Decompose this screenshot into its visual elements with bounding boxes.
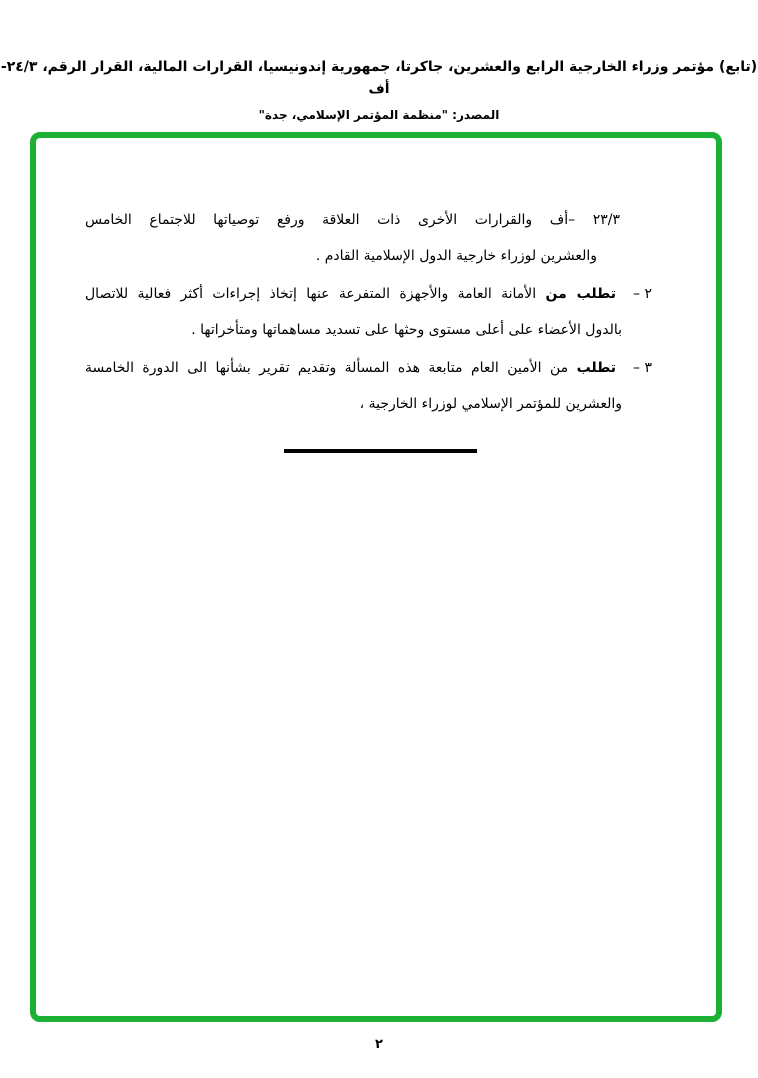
page-header — [0, 56, 758, 124]
item1-line1: ٢٣/٣ –أف والقرارات الأخرى ذات العلاقة ورفع توصياتها للاجتماع الخامس — [85, 212, 620, 228]
divider-rule — [284, 449, 477, 453]
item2-lead-bold: تطلب من — [545, 286, 616, 302]
item2-line1 — [85, 276, 652, 312]
item2-number-marker: ٢ – — [633, 286, 652, 302]
item1-line2: والعشرين لوزراء خارجية الدول الإسلامية القادم . — [315, 248, 597, 264]
resolution-item-3 — [85, 350, 652, 422]
item3-line1 — [85, 350, 652, 386]
resolution-text — [85, 202, 652, 453]
item3-line1-text — [85, 350, 616, 386]
item3-line1-rest: من الأمين العام متابعة هذه المسألة وتقديم تقرير بشأنها الى الدورة الخامسة — [85, 360, 577, 376]
resolution-item-1 — [85, 202, 652, 274]
item3-number-marker: ٣ – — [633, 360, 652, 376]
item3-lead-bold: تطلب — [576, 360, 616, 376]
item2-line2: بالدول الأعضاء على أعلى مستوى وحثها على تسديد مساهماتها ومتأخراتها . — [191, 322, 622, 338]
item2-line1-rest: الأمانة العامة والأجهزة المتفرعة عنها إتخاذ إجراءات أكثر فعالية للاتصال — [85, 286, 546, 302]
header-title-line: (تابع) مؤتمر وزراء الخارجية الرابع والعشرين، جاكرتا، جمهورية إندونيسيا، القرارات المالية، القرار الرقم، ٢٤/٣-أف — [0, 59, 758, 97]
header-source-line: المصدر: "منظمة المؤتمر الإسلامي، جدة" — [258, 108, 500, 122]
item3-line2: والعشرين للمؤتمر الإسلامي لوزراء الخارجية ، — [359, 396, 622, 412]
resolution-item-2 — [85, 276, 652, 348]
document-frame — [30, 132, 722, 1022]
item2-line1-text — [85, 276, 616, 312]
page-number: ٢ — [375, 1037, 383, 1052]
